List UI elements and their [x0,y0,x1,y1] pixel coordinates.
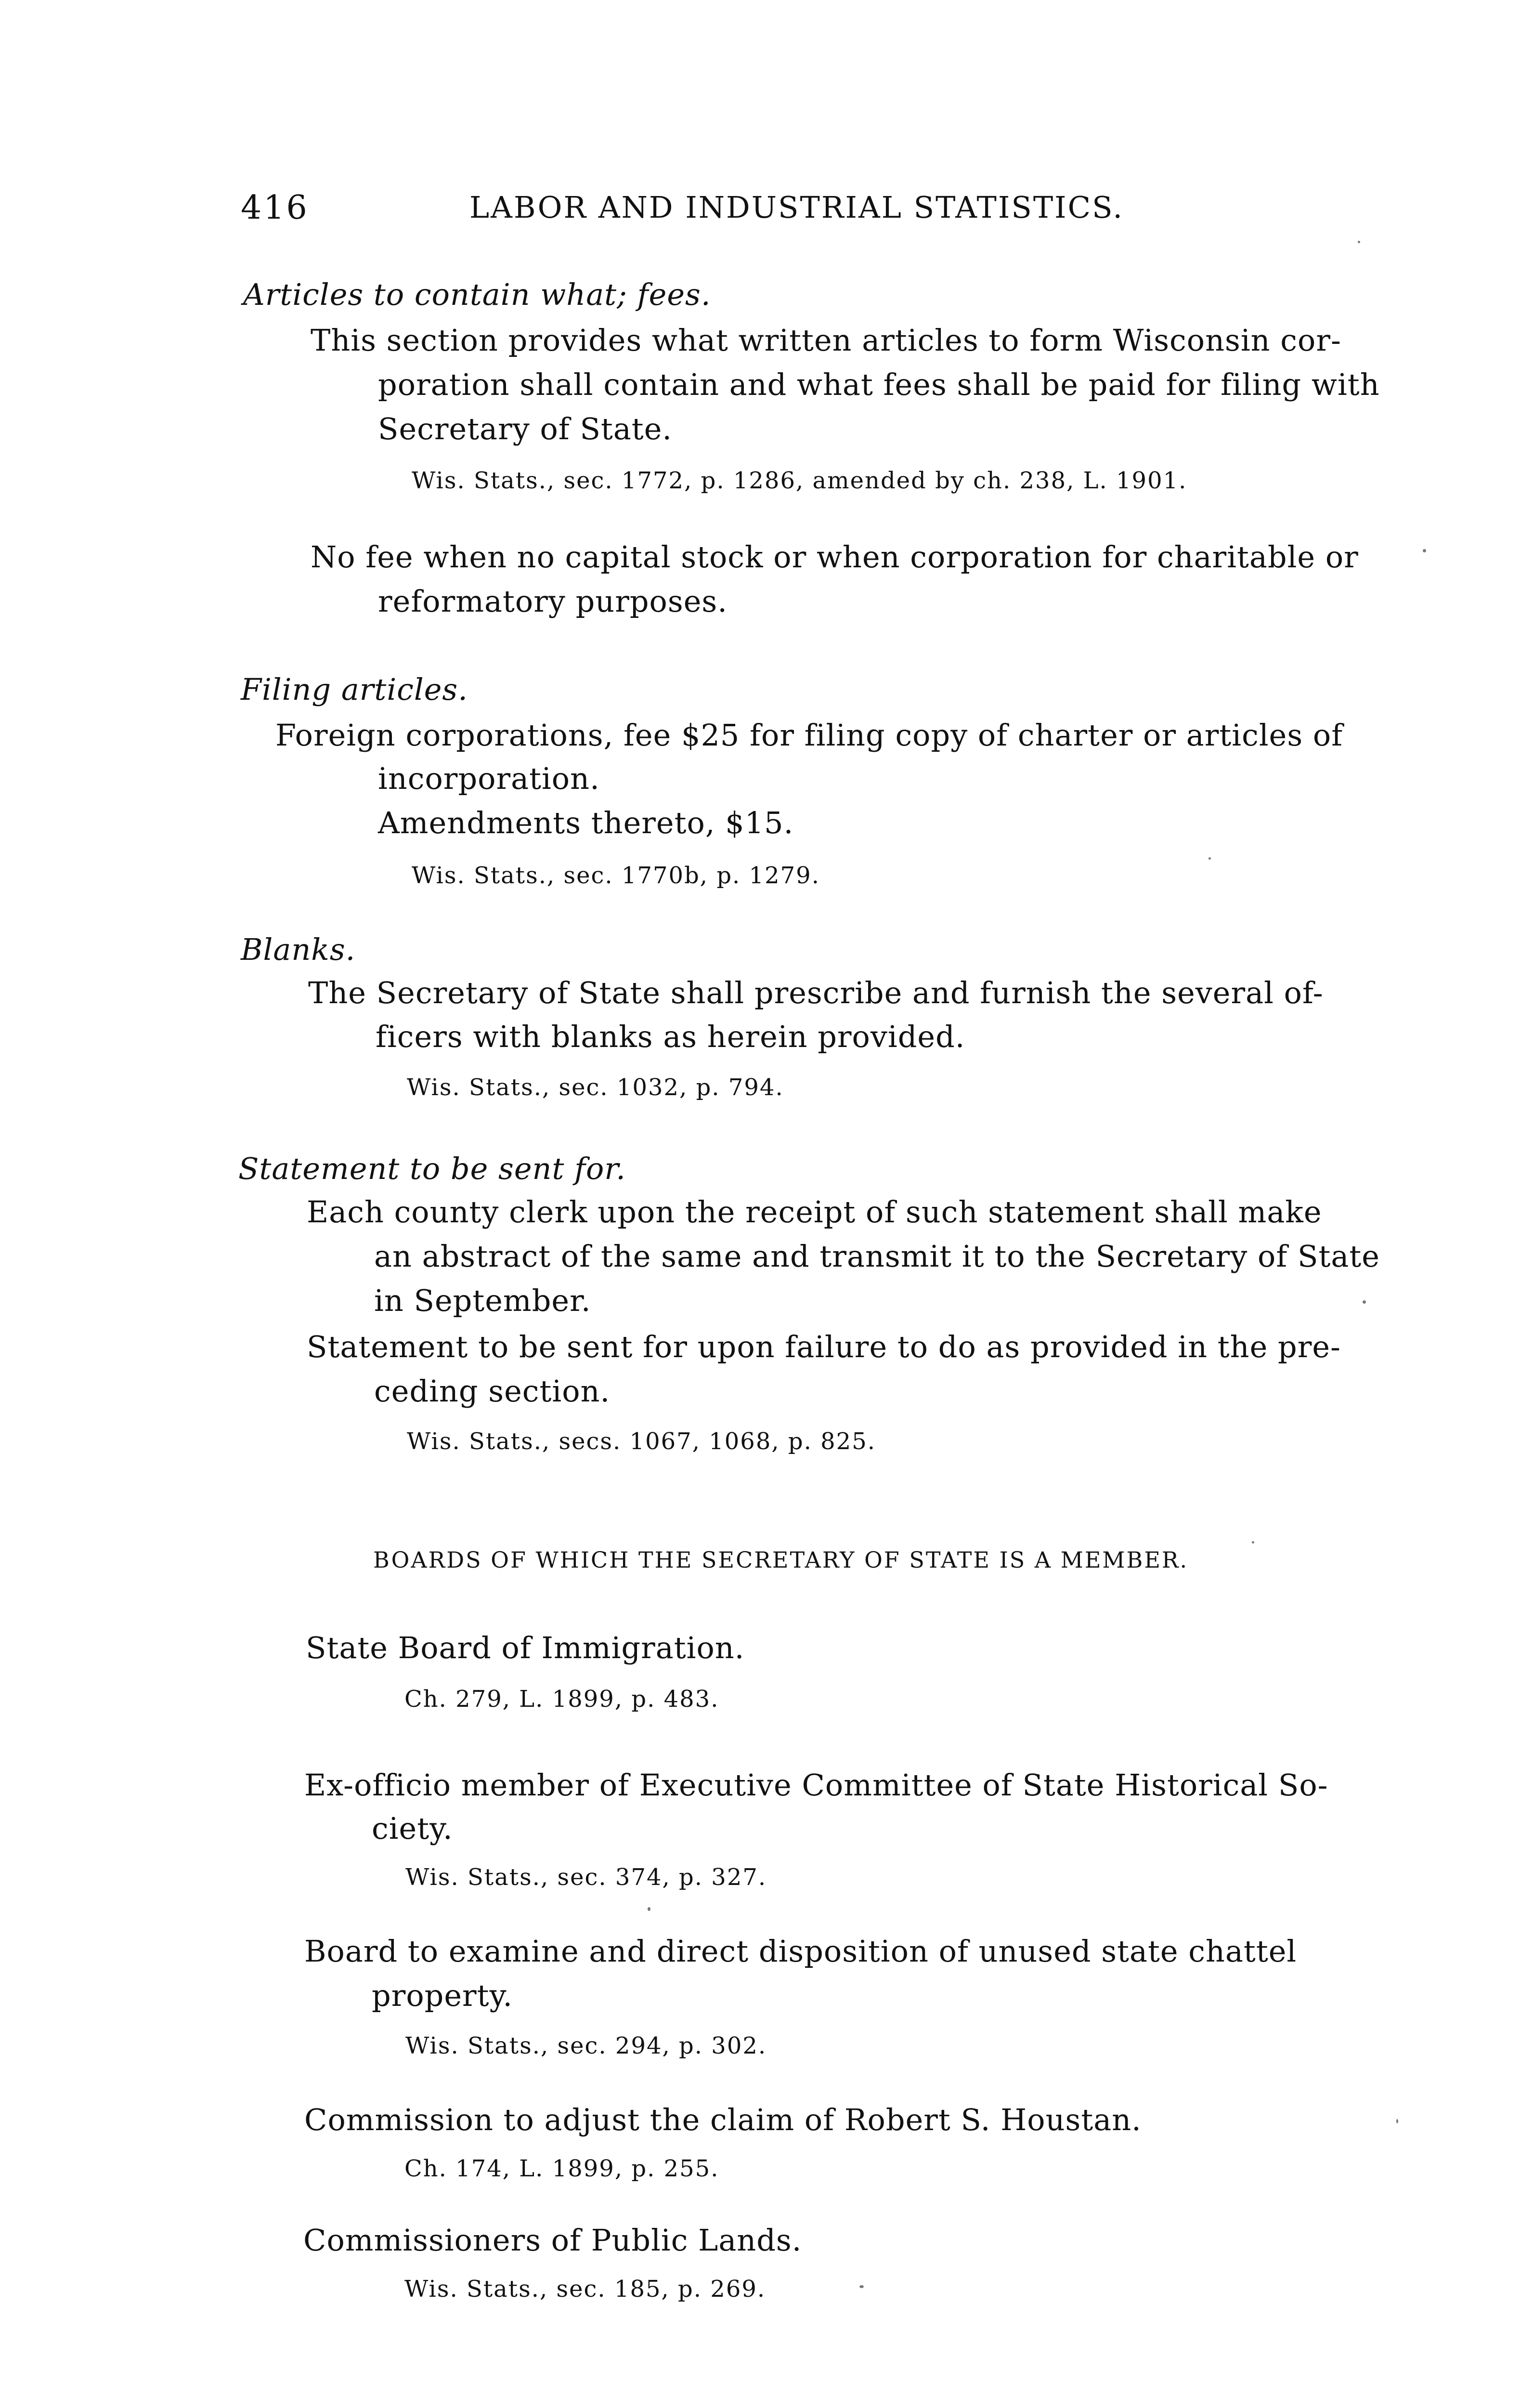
body-line: Each county clerk upon the receipt of such statement shall make [307,1194,1322,1230]
body-line: Ex-officio member of Executive Committee of State Historical So- [304,1767,1328,1803]
body-line: ficers with blanks as herein provided. [376,1019,965,1054]
citation: Wis. Stats., sec. 185, p. 269. [404,2276,766,2303]
scan-speck [648,1907,650,1911]
body-line: property. [372,1978,513,2013]
body-line: reformatory purposes. [378,584,728,619]
body-line: poration shall contain and what fees shall be paid for filing with [378,367,1380,402]
body-line: ceding section. [374,1374,611,1409]
body-line: State Board of Immigration. [306,1630,745,1665]
page-number: 416 [241,189,309,227]
body-line: This section provides what written articles to form Wisconsin cor- [311,323,1341,358]
body-line: Statement to be sent for upon failure to do as provided in the pre- [307,1329,1341,1364]
citation: Ch. 279, L. 1899, p. 483. [404,1686,719,1713]
citation: Wis. Stats., secs. 1067, 1068, p. 825. [407,1428,876,1455]
citation: Wis. Stats., sec. 374, p. 327. [405,1864,767,1891]
running-title: LABOR AND INDUSTRIAL STATISTICS. [469,190,1124,225]
scan-speck [1423,549,1426,552]
citation: Ch. 174, L. 1899, p. 255. [404,2155,719,2182]
body-line: Board to examine and direct disposition of unused state chattel [304,1934,1297,1969]
body-line: Commissioners of Public Lands. [303,2223,802,2258]
scan-speck [859,2285,864,2288]
scan-speck [1252,1541,1254,1544]
citation: Wis. Stats., sec. 294, p. 302. [405,2032,767,2059]
body-line: ciety. [372,1811,453,1846]
body-line: incorporation. [378,761,600,796]
section-heading: Filing articles. [241,672,468,707]
citation: Wis. Stats., sec. 1770b, p. 1279. [412,862,820,889]
body-line: No fee when no capital stock or when corporation for charitable or [311,539,1359,575]
section-heading: Statement to be sent for. [238,1151,626,1186]
body-line: Amendments thereto, $15. [378,805,794,840]
body-line: Foreign corporations, fee $25 for filing copy of charter or articles of [275,718,1343,753]
citation: Wis. Stats., sec. 1032, p. 794. [407,1074,784,1101]
body-line: Commission to adjust the claim of Robert S. Houstan. [304,2102,1142,2137]
scan-speck [1208,857,1211,860]
citation: Wis. Stats., sec. 1772, p. 1286, amended by ch. 238, L. 1901. [412,467,1187,494]
scan-speck [1358,241,1360,243]
body-line: an abstract of the same and transmit it to the Secretary of State [374,1239,1380,1274]
section-heading: Articles to contain what; fees. [243,277,711,312]
scan-speck [1363,1300,1366,1304]
boards-heading: BOARDS OF WHICH THE SECRETARY OF STATE IS A MEMBER. [373,1547,1189,1573]
scan-speck [1396,2119,1398,2123]
body-line: Secretary of State. [378,411,673,446]
section-heading: Blanks. [241,932,356,967]
body-line: The Secretary of State shall prescribe and furnish the several of- [308,975,1324,1010]
body-line: in September. [374,1283,591,1318]
